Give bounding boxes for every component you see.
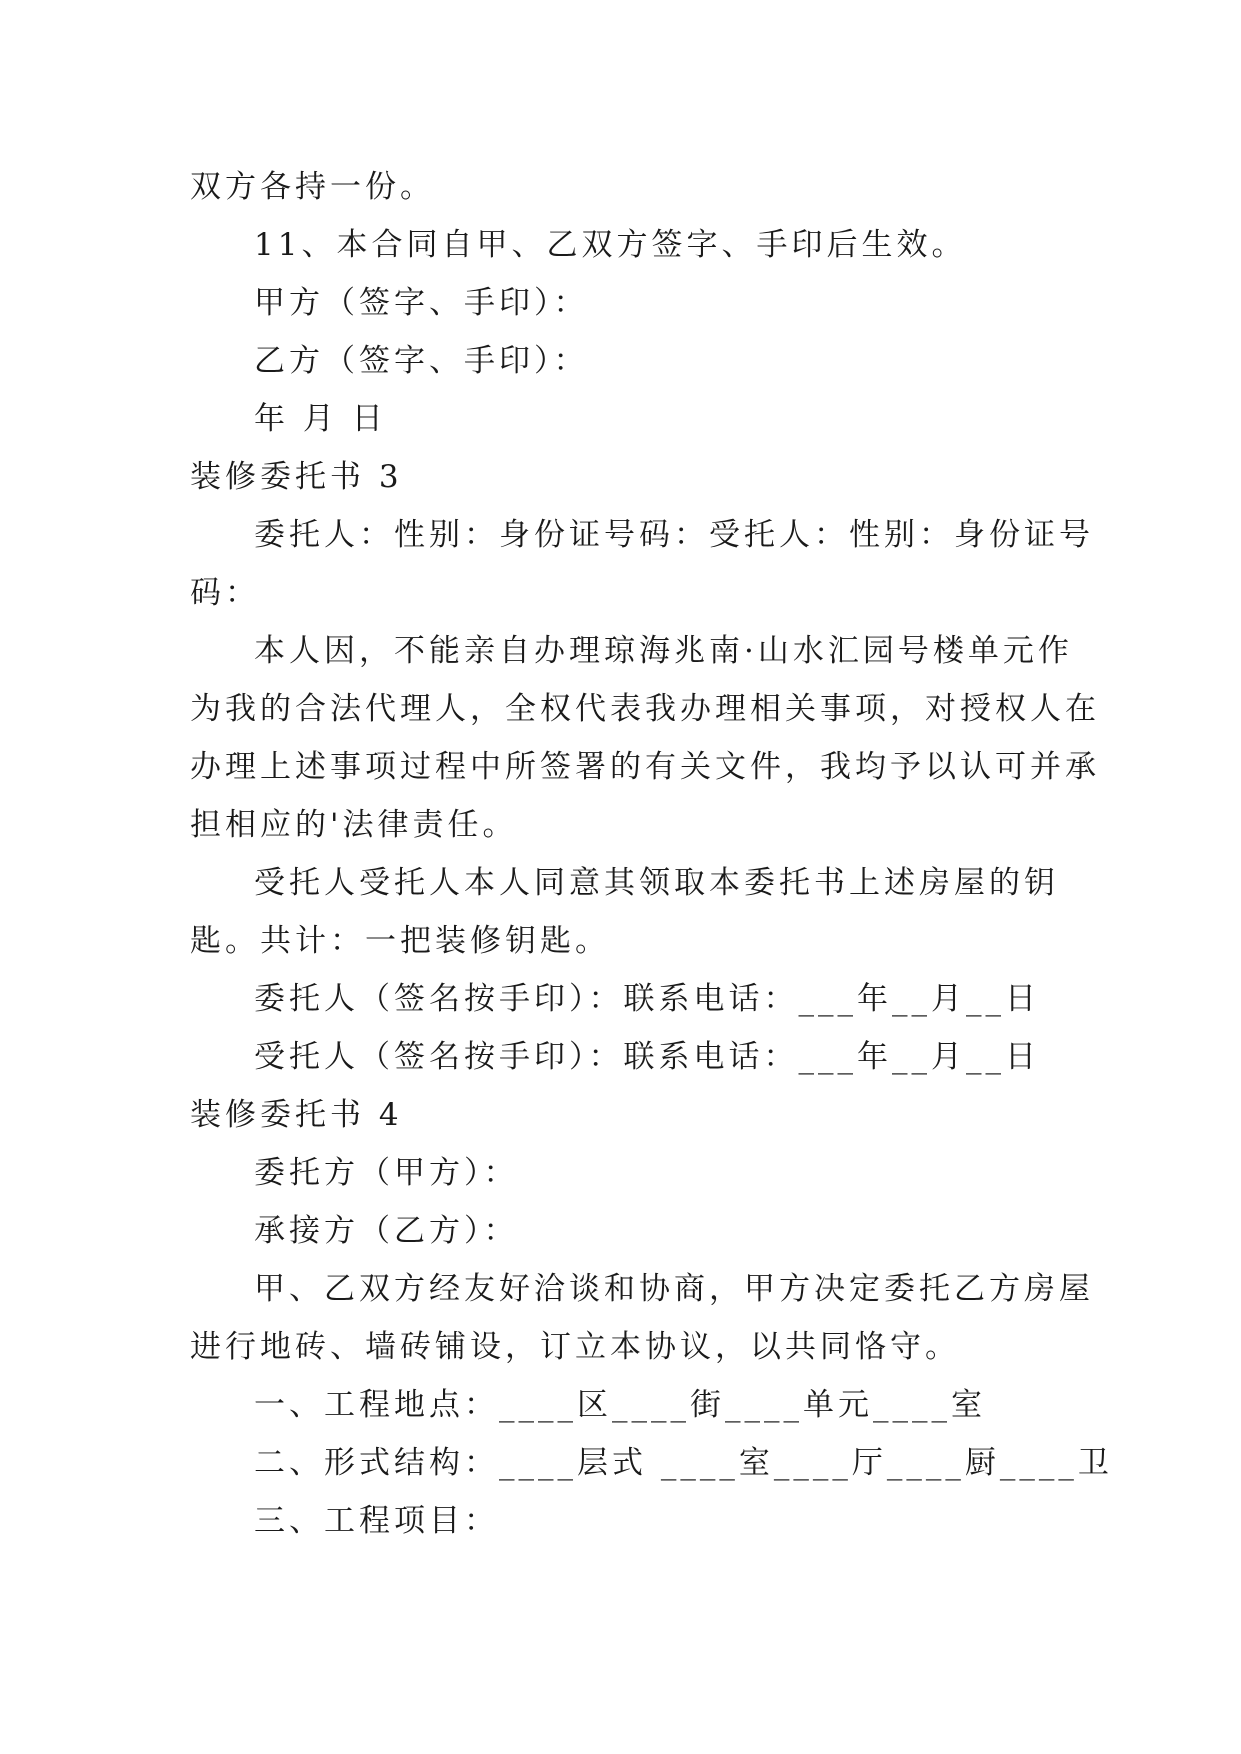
- date-line: 年 月 日: [254, 401, 387, 437]
- signature-line-party-a: 甲方（签字、手印）：: [254, 285, 589, 321]
- text-line: 双方各持一份。: [190, 169, 435, 205]
- text-line: 甲、乙双方经友好洽谈和协商，甲方决定委托乙方房屋: [254, 1271, 1094, 1307]
- signature-line-principal: 委托人（签名按手印）：联系电话：___年__月__日: [254, 981, 1040, 1017]
- text-line: 本人因，不能亲自办理琼海兆南·山水汇园号楼单元作: [254, 633, 1073, 669]
- signature-line-agent: 受托人（签名按手印）：联系电话：___年__月__日: [254, 1039, 1040, 1075]
- signature-line-party-b: 乙方（签字、手印）：: [254, 343, 589, 379]
- text-line: 三、工程项目：: [254, 1503, 499, 1539]
- text-line: 委托方（甲方）：: [254, 1155, 519, 1191]
- text-line: 进行地砖、墙砖铺设，订立本协议，以共同恪守。: [190, 1329, 960, 1365]
- text-line: 为我的合法代理人，全权代表我办理相关事项，对授权人在: [190, 691, 1100, 727]
- text-line: 一、工程地点：____区____街____单元____室: [254, 1387, 986, 1423]
- text-line: 11、本合同自甲、乙双方签字、手印后生效。: [254, 227, 967, 263]
- text-line: 受托人受托人本人同意其领取本委托书上述房屋的钥: [254, 865, 1059, 901]
- section-heading: 装修委托书 3: [190, 459, 403, 495]
- text-line: 办理上述事项过程中所签署的有关文件，我均予以认可并承: [190, 749, 1100, 785]
- text-line: 委托人：性别：身份证号码：受托人：性别：身份证号: [254, 517, 1094, 553]
- section-heading: 装修委托书 4: [190, 1097, 403, 1133]
- text-line: 码：: [190, 575, 260, 611]
- text-line: 二、形式结构：____层式 ____室____厅____厨____卫: [254, 1445, 1113, 1481]
- text-line: 匙。共计：一把装修钥匙。: [190, 923, 610, 959]
- text-line: 承接方（乙方）：: [254, 1213, 519, 1249]
- document-page: [190, 158, 1113, 1550]
- text-line: 担相应的'法律责任。: [190, 807, 518, 843]
